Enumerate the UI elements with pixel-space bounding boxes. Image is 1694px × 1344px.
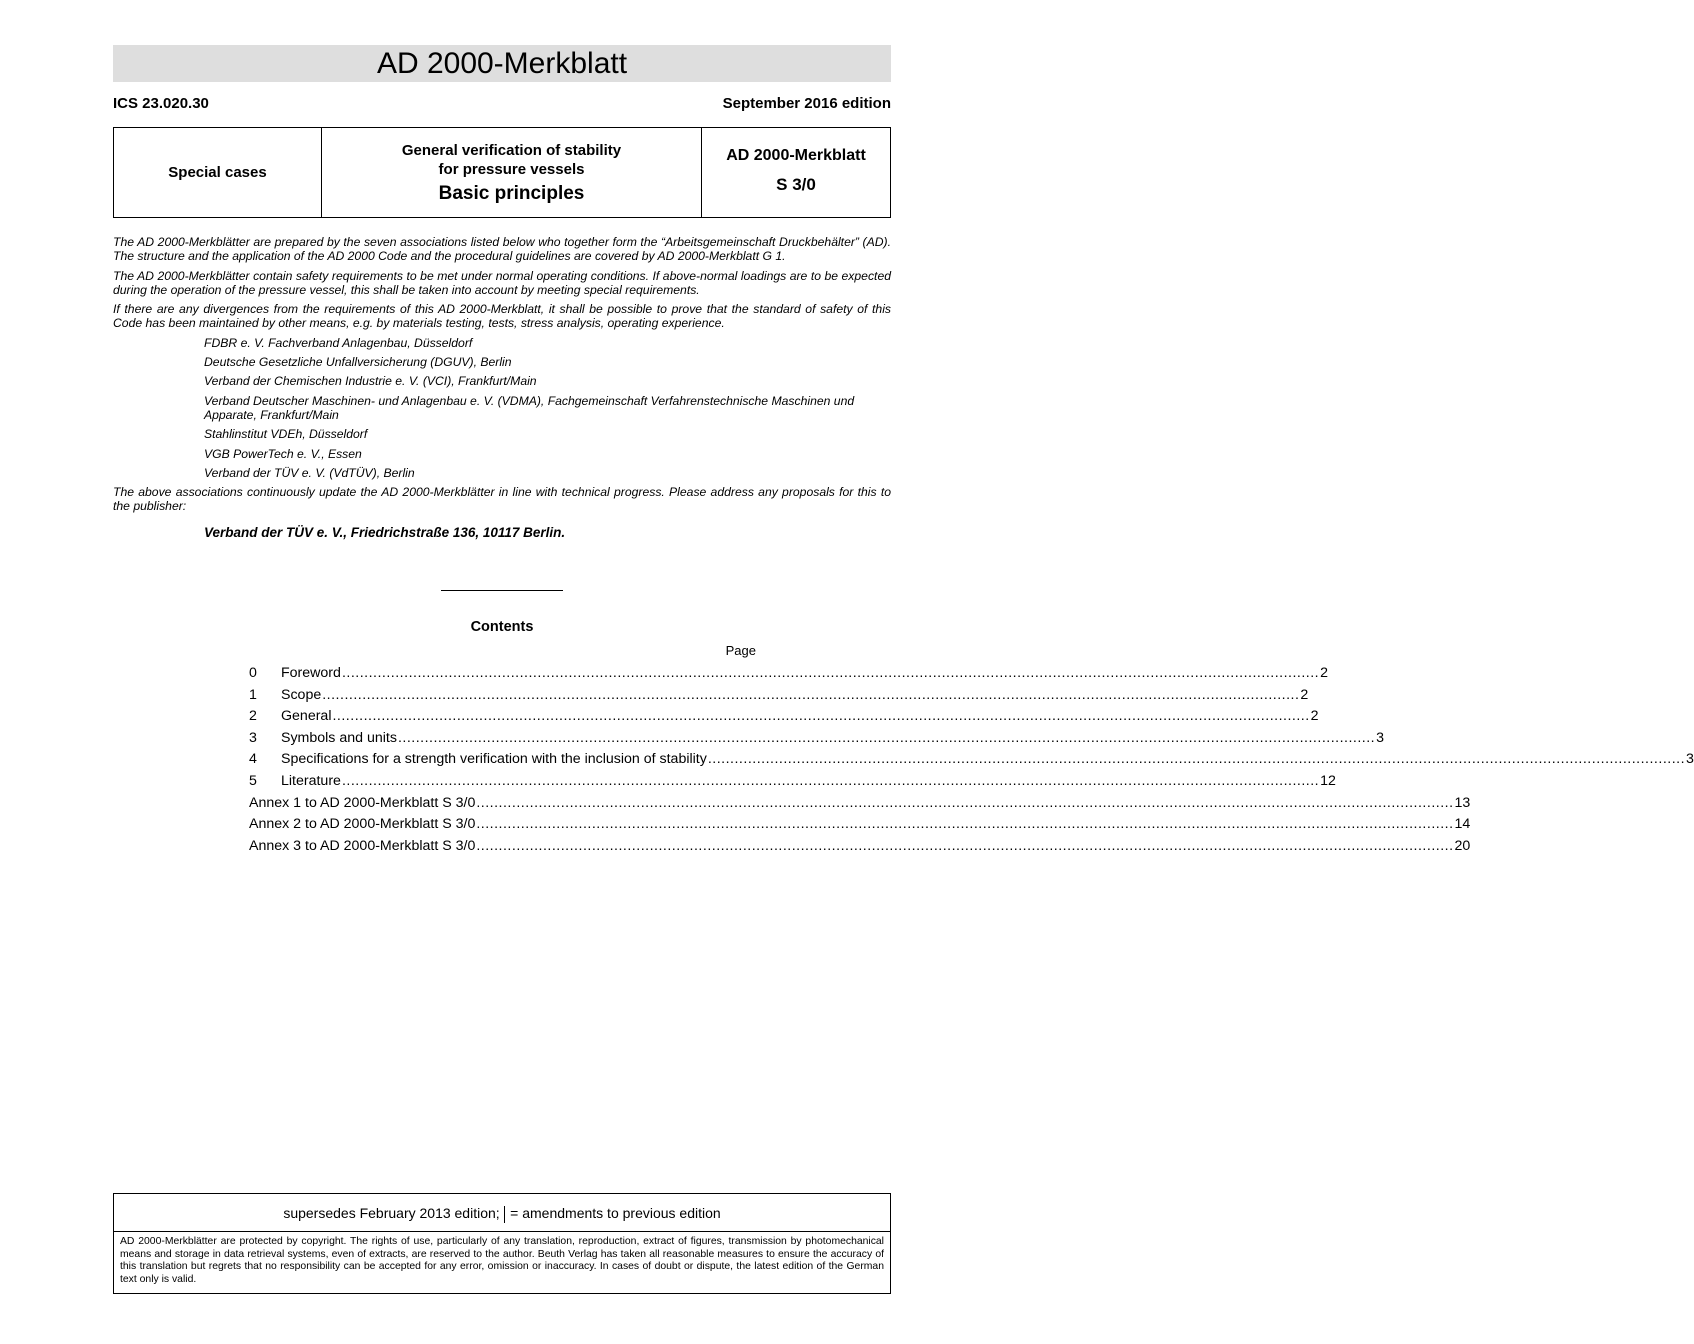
toc-entry-page: 2: [1320, 665, 1329, 681]
toc-entry-label: General: [281, 708, 332, 725]
intro-paragraph-3: If there are any divergences from the requirements of this AD 2000-Merkblatt, it shall be possible to prove that the standard of safety of this Code has been maintained by other means, e.g. by materials testing, tests, stress analysis, operating experience.: [113, 302, 891, 331]
toc-leader-dots: ............................................................................................................................................................................................................................: [341, 665, 1320, 681]
toc-entry-number: 2: [249, 708, 257, 725]
amendment-bar-icon: [504, 1206, 506, 1223]
toc-entry-label: Annex 2 to AD 2000-Merkblatt S 3/0: [249, 816, 476, 833]
toc-entry-label: Scope: [281, 686, 322, 703]
toc-entry-number: 1: [249, 686, 257, 703]
publisher-address: Verband der TÜV e. V., Friedrichstraße 136, 10117 Berlin.: [204, 524, 566, 540]
toc-entry-label: Annex 1 to AD 2000-Merkblatt S 3/0: [249, 794, 476, 811]
toc-leader-dots: ............................................................................................................................................................................................................................: [707, 751, 1686, 768]
toc-entry-label: Literature: [281, 772, 341, 789]
association-item: FDBR e. V. Fachverband Anlagenbau, Düsseldorf: [204, 335, 473, 350]
toc-entry-label: Specifications for a strength verification with the inclusion of stability: [281, 751, 707, 768]
subtitle-line-1: General verification of stability: [401, 142, 622, 159]
ics-code: ICS 23.020.30: [113, 95, 209, 112]
intro-section: [113, 235, 891, 540]
category-cell: [114, 128, 322, 217]
toc-entry-number: 3: [249, 729, 257, 746]
toc-leader-dots: ............................................................................................................................................................................................................................: [397, 729, 1376, 746]
code-number: S 3/0: [776, 175, 816, 194]
toc-rows: [249, 663, 1694, 857]
toc-entry-number: 5: [249, 772, 257, 789]
code-cell: [702, 128, 890, 217]
toc-entry-label: Symbols and units: [281, 729, 397, 746]
document-title: AD 2000-Merkblatt: [113, 45, 891, 82]
category-label: Special cases: [168, 164, 267, 181]
toc-entry[interactable]: [249, 728, 1385, 750]
toc-entry-page: 12: [1320, 772, 1336, 789]
intro-paragraph-2: The AD 2000-Merkblätter contain safety requirements to be met under normal operating conditions. If above-normal loadings are to be expected during the operation of the pressure vessel, this shall be taken into account by meeting special requirements.: [113, 268, 891, 297]
copyright-notice: AD 2000-Merkblätter are protected by copyright. The rights of use, particularly of any translation, reproduction, extract of figures, transmission by photomechanical means and storage in data retrieval systems, even of extracts, are reserved to the author. Beuth Verlag has taken all reasonable measures to ensure the accuracy of this translation but regrets that no responsibility can be accepted for any error, omission or inaccuracy. In cases of doubt or dispute, the latest edition of the German text only is valid.: [120, 1236, 884, 1285]
toc-leader-dots: ............................................................................................................................................................................................................................: [476, 837, 1454, 854]
toc-entry-number: 0: [249, 665, 257, 681]
toc-entry-label: Foreword: [281, 665, 341, 681]
toc-entry[interactable]: [249, 793, 1471, 815]
toc-leader-dots: ............................................................................................................................................................................................................................: [476, 816, 1454, 833]
intro-paragraph-4: The above associations continuously update the AD 2000-Merkblätter in line with technical progress. Please address any proposals for this to the publisher:: [113, 485, 891, 514]
toc-entry[interactable]: [249, 836, 1471, 858]
association-item: Deutsche Gesetzliche Unfallversicherung (DGUV), Berlin: [204, 355, 512, 370]
meta-row: [113, 95, 891, 112]
association-item: VGB PowerTech e. V., Essen: [204, 446, 362, 461]
toc-entry[interactable]: [249, 749, 1694, 771]
toc-entry-page: 14: [1454, 816, 1471, 833]
main-title: Basic principles: [438, 183, 585, 204]
association-item: Verband der Chemischen Industrie e. V. (VCI), Frankfurt/Main: [204, 374, 537, 389]
toc-entry-number: 4: [249, 751, 257, 768]
toc-entry-page: 3: [1376, 729, 1385, 746]
supersedes-text: supersedes February 2013 edition;: [283, 1205, 500, 1221]
toc-entry[interactable]: [249, 685, 1309, 707]
toc-entry[interactable]: [249, 771, 1336, 793]
toc-entry-page: 20: [1454, 837, 1471, 854]
subtitle-line-2: for pressure vessels: [438, 161, 585, 178]
code-name: AD 2000-Merkblatt: [726, 147, 866, 164]
toc-leader-dots: ............................................................................................................................................................................................................................: [341, 772, 1320, 789]
toc-entry-label: Annex 3 to AD 2000-Merkblatt S 3/0: [249, 837, 476, 854]
association-item: Stahlinstitut VDEh, Düsseldorf: [204, 427, 368, 442]
amendments-text: = amendments to previous edition: [510, 1205, 721, 1221]
toc-entry-page: 13: [1454, 794, 1471, 811]
footer-supersedes: [114, 1194, 890, 1232]
edition-date: September 2016 edition: [722, 95, 891, 112]
toc-entry-page: 2: [1310, 708, 1319, 725]
table-of-contents: [249, 643, 1694, 857]
contents-title: Contents: [470, 619, 534, 635]
toc-entry[interactable]: [249, 663, 1329, 685]
toc-leader-dots: ............................................................................................................................................................................................................................: [332, 708, 1310, 725]
toc-leader-dots: ............................................................................................................................................................................................................................: [476, 794, 1454, 811]
footer-box: [113, 1193, 891, 1294]
toc-entry-page: 3: [1686, 751, 1694, 768]
toc-entry[interactable]: [249, 706, 1319, 728]
toc-leader-dots: ............................................................................................................................................................................................................................: [322, 686, 1300, 703]
header-table: [113, 127, 891, 218]
association-item: Verband Deutscher Maschinen- und Anlagenbau e. V. (VDMA), Fachgemeinschaft Verfahrenstechnische Maschinen und Apparate, Frankfurt/Main: [204, 393, 855, 422]
intro-paragraph-1: The AD 2000-Merkblätter are prepared by the seven associations listed below who together form the “Arbeitsgemeinschaft Druckbehälter” (AD). The structure and the application of the AD 2000 Code and the procedural guidelines are covered by AD 2000-Merkblatt G 1.: [113, 235, 891, 264]
toc-page-header: Page: [725, 643, 756, 658]
toc-entry[interactable]: [249, 814, 1471, 836]
toc-entry-page: 2: [1300, 686, 1309, 703]
association-item: Verband der TÜV e. V. (VdTÜV), Berlin: [204, 465, 415, 480]
associations-list: [204, 336, 864, 480]
divider-rule: [441, 590, 563, 591]
title-cell: [322, 128, 702, 217]
